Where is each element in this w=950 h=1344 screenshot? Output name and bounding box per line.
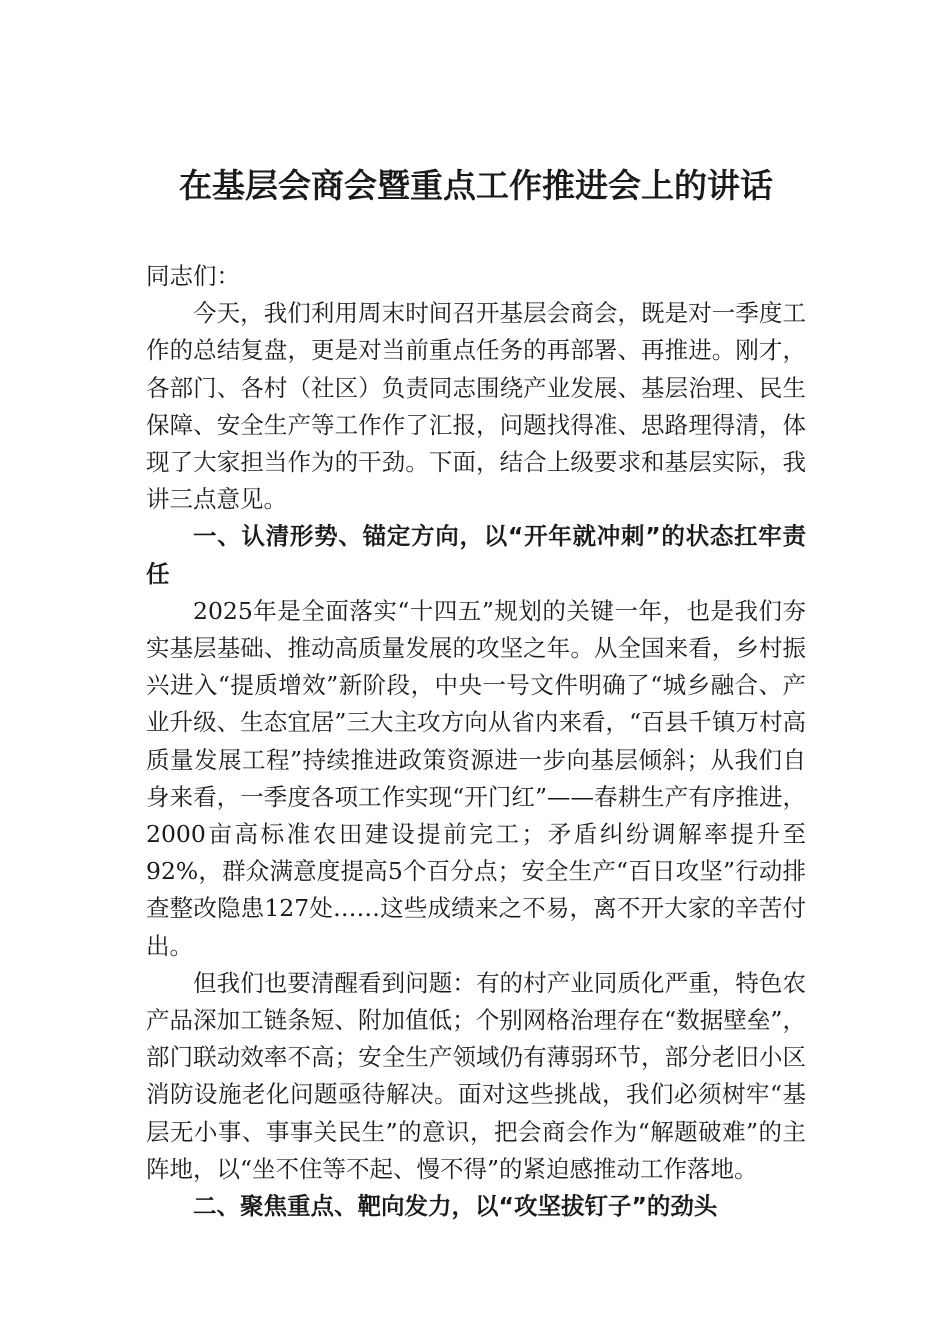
paragraph-intro: 今天，我们利用周末时间召开基层会商会，既是对一季度工作的总结复盘，更是对当前重点任务的再部署、再推进。刚才，各部门、各村（社区）负责同志围绕产业发展、基层治理、民生保障、安全生产等工作作了汇报，问题找得准、思路理得清，体现了大家担当作为的干劲。下面，结合上级要求和基层实际，我讲三点意见。	[146, 299, 806, 514]
document-page	[146, 160, 806, 1225]
salutation: 同志们：	[146, 262, 240, 290]
section-heading-1: 一、认清形势、锚定方向，以“开年就冲刺”的状态扛牢责任	[146, 522, 806, 588]
document-title: 在基层会商会暨重点工作推进会上的讲话	[179, 166, 773, 205]
document-body	[146, 258, 806, 1225]
section-heading-2: 二、聚焦重点、靶向发力，以“攻坚拔钉子”的劲头	[193, 1192, 718, 1221]
paragraph-situation: 2025年是全面落实“十四五”规划的关键一年，也是我们夯实基层基础、推动高质量发展的攻坚之年。从全国来看，乡村振兴进入“提质增效”新阶段，中央一号文件明确了“城乡融合、产业升级、生态宜居”三大主攻方向从省内来看，“百县千镇万村高质量发展工程”持续推进政策资源进一步向基层倾斜；从我们自身来看，一季度各项工作实现“开门红”——春耕生产有序推进，2000亩高标准农田建设提前完工；矛盾纠纷调解率提升至92%，群众满意度提高5个百分点；安全生产“百日攻坚”行动排查整改隐患127处……这些成绩来之不易，离不开大家的辛苦付出。	[146, 596, 806, 960]
paragraph-problems: 但我们也要清醒看到问题：有的村产业同质化严重，特色农产品深加工链条短、附加值低；个别网格治理存在“数据壁垒”，部门联动效率不高；安全生产领域仍有薄弱环节，部分老旧小区消防设施老化问题亟待解决。面对这些挑战，我们必须树牢“基层无小事、事事关民生”的意识，把会商会作为“解题破难”的主阵地，以“坐不住等不起、慢不得”的紧迫感推动工作落地。	[146, 968, 806, 1183]
